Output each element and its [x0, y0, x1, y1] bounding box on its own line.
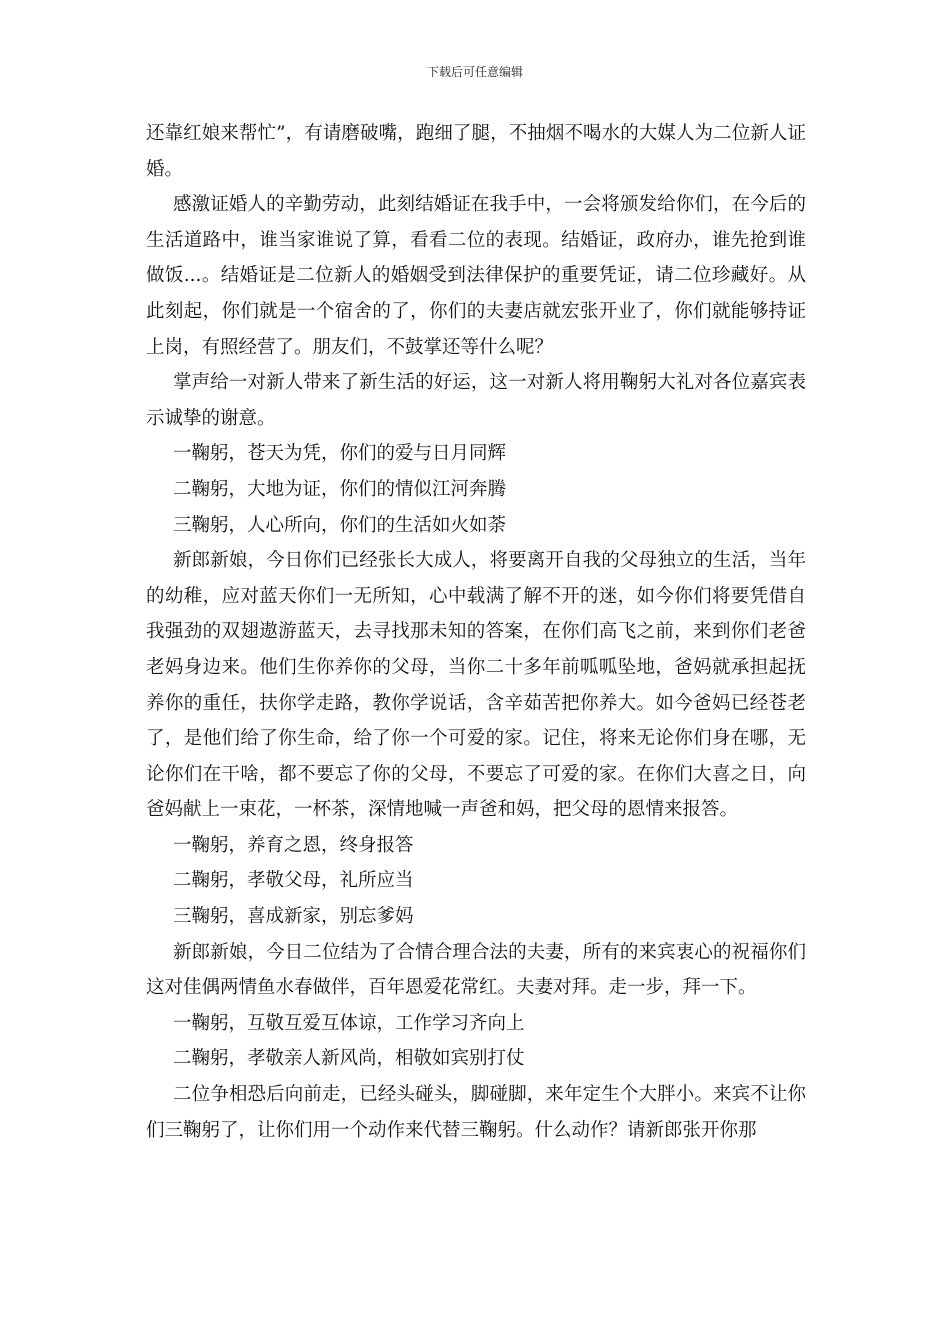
bow-line: 一鞠躬，养育之恩，终身报答 — [173, 834, 414, 856]
bow-line: 二鞠躬，孝敬亲人新风尚，相敬如宾别打仗 — [173, 1048, 525, 1070]
bow-line: 三鞠躬，人心所向，你们的生活如火如荼 — [173, 514, 507, 536]
document-body — [146, 116, 806, 1148]
paragraph-parents: 新郎新娘，今日你们已经张长大成人，将要离开自我的父母独立的生活，当年的幼稚，应对蓝天你们一无所知，心中载满了解不开的迷，如今你们将要凭借自我强劲的双翅遨游蓝天，去寻找那未知的答案，在你们高飞之前，来到你们老爸老妈身边来。他们生你养你的父母，当你二十多年前呱呱坠地，爸妈就承担起抚养你的重任，扶你学走路，教你学说话，含辛茹苦把你养大。如今爸妈已经苍老了，是他们给了你生命，给了你一个可爱的家。记住，将来无论你们身在哪，无论你们在干啥，都不要忘了你的父母，不要忘了可爱的家。在你们大喜之日，向爸妈献上一束花，一杯茶，深情地喊一声爸和妈，把父母的恩情来报答。 — [146, 550, 806, 821]
bow-line: 二鞠躬，孝敬父母，礼所应当 — [173, 870, 414, 892]
paragraph-3: 掌声给一对新人带来了新生活的好运，这一对新人将用鞠躬大礼对各位嘉宾表示诚挚的谢意。 — [146, 372, 806, 429]
bow-line: 一鞠躬，苍天为凭，你们的爱与日月同辉 — [173, 443, 507, 465]
paragraph-1: 还靠红娘来帮忙”，有请磨破嘴，跑细了腿，不抽烟不喝水的大媒人为二位新人证婚。 — [146, 123, 806, 180]
paragraph-2: 感激证婚人的辛勤劳动，此刻结婚证在我手中，一会将颁发给你们，在今后的生活道路中，谁当家谁说了算，看看二位的表现。结婚证，政府办，谁先抢到谁做饭...。结婚证是二位新人的婚姻受到法律保护的重要凭证，请二位珍藏好。从此刻起，你们就是一个宿舍的了，你们的夫妻店就宏张开业了，你们就能够持证上岗，有照经营了。朋友们，不鼓掌还等什么呢？ — [146, 194, 806, 358]
paragraph-final: 二位争相恐后向前走，已经头碰头，脚碰脚，来年定生个大胖小。来宾不让你们三鞠躬了，让你们用一个动作来代替三鞠躬。什么动作？请新郎张开你那 — [146, 1084, 806, 1141]
bow-line: 一鞠躬，互敬互爱互体谅，工作学习齐向上 — [173, 1012, 525, 1034]
paragraph-couple: 新郎新娘，今日二位结为了合情合理合法的夫妻，所有的来宾衷心的祝福你们这对佳偶两情鱼水春做伴，百年恩爱花常红。夫妻对拜。走一步，拜一下。 — [146, 941, 806, 999]
bow-line: 二鞠躬，大地为证，你们的情似江河奔腾 — [173, 478, 507, 500]
bow-line: 三鞠躬，喜成新家，别忘爹妈 — [173, 906, 414, 928]
page-header: 下载后可任意编辑 — [426, 65, 523, 79]
